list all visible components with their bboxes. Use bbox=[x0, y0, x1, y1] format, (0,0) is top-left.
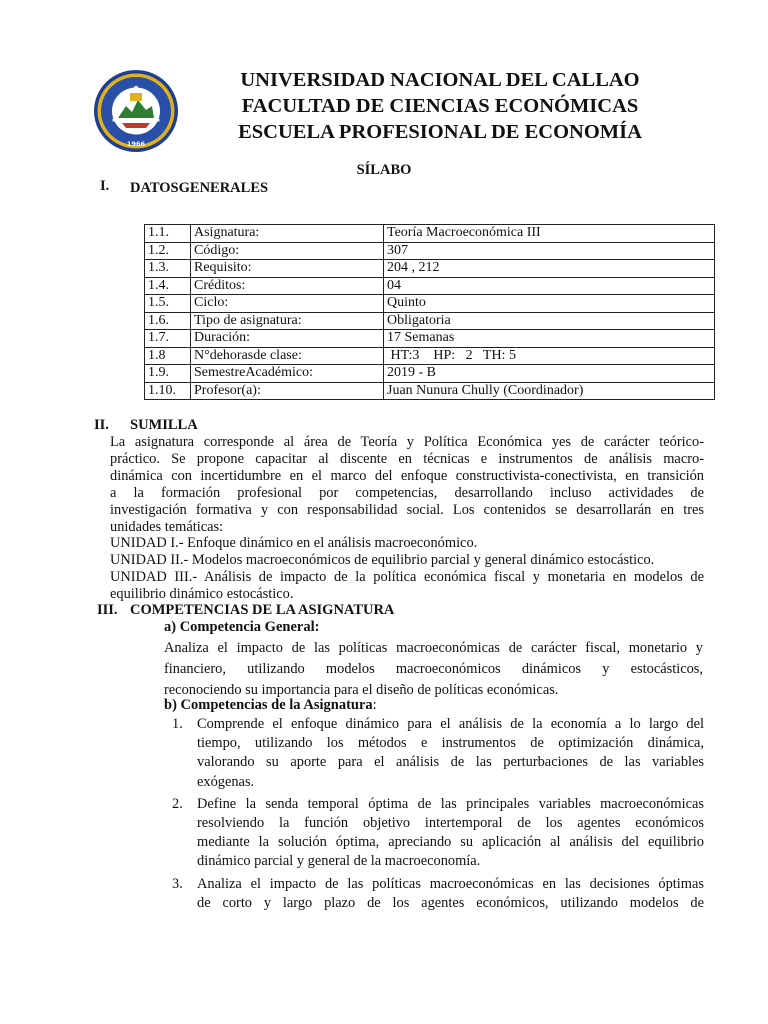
sumilla-line: La asignatura corresponde al área de Teoría y Política Económica yes de carácter teórico- bbox=[110, 434, 704, 450]
row-field: N°dehorasde clase: bbox=[191, 347, 384, 365]
university-name: UNIVERSIDAD NACIONAL DEL CALLAO bbox=[240, 69, 640, 91]
sumilla-text bbox=[110, 434, 704, 603]
row-number: 1.10. bbox=[145, 382, 191, 400]
list-item: 2. Define la senda temporal óptima de las principales variables macroeconómicas resolviendo la función objetivo intertemporal de los agentes económicos mediante la solución óptima, apreciando su aplicación al análisis del equilibrio dinámico parcial y general de la macroeconomía. bbox=[172, 795, 704, 870]
section-1-title: DATOSGENERALES bbox=[130, 180, 269, 196]
row-field: Ciclo: bbox=[191, 295, 384, 313]
row-field: Código: bbox=[191, 242, 384, 260]
row-value: 17 Semanas bbox=[384, 330, 715, 348]
document-title: SÍLABO bbox=[356, 162, 412, 178]
table-row bbox=[145, 365, 715, 383]
row-field: SemestreAcadémico: bbox=[191, 365, 384, 383]
general-competence-text bbox=[164, 638, 703, 701]
row-field: Requisito: bbox=[191, 260, 384, 278]
row-value: Quinto bbox=[384, 295, 715, 313]
section-2-title: SUMILLA bbox=[130, 417, 198, 433]
table-row bbox=[145, 347, 715, 365]
general-competence-line: Analiza el impacto de las políticas macroeconómicas de carácter fiscal, monetario y bbox=[164, 640, 703, 656]
list-item-number: 1. bbox=[172, 716, 183, 732]
general-competence-label: a) Competencia General: bbox=[164, 619, 320, 635]
row-field: Créditos: bbox=[191, 277, 384, 295]
general-competence-line: financiero, utilizando modelos macroeconómicos dinámicos y estocásticos, bbox=[164, 661, 703, 677]
row-number: 1.8 bbox=[145, 347, 191, 365]
sumilla-unit-3: UNIDAD III.- Análisis de impacto de la política económica fiscal y monetaria en modelos de bbox=[110, 569, 704, 586]
row-value: HT:3 HP: 2 TH: 5 bbox=[384, 347, 715, 365]
row-number: 1.1. bbox=[145, 225, 191, 243]
sumilla-line: unidades temáticas: bbox=[110, 518, 224, 535]
row-field: Tipo de asignatura: bbox=[191, 312, 384, 330]
sumilla-line: a la formación profesional por competencias, desarrollando incluso actividades de bbox=[110, 484, 704, 501]
section-2-number: II. bbox=[94, 417, 109, 433]
row-field: Profesor(a): bbox=[191, 382, 384, 400]
table-row bbox=[145, 277, 715, 295]
section-3-title: COMPETENCIAS DE LA ASIGNATURA bbox=[130, 602, 395, 618]
section-1-number: I. bbox=[100, 178, 110, 194]
list-item: 3. Analiza el impacto de las políticas macroeconómicas en las decisiones óptimas de corto y largo plazo de los agentes económicos, utilizando modelos de bbox=[172, 875, 704, 911]
row-number: 1.4. bbox=[145, 277, 191, 295]
general-competence-line: reconociendo su importancia para el diseño de políticas económicas. bbox=[164, 682, 559, 698]
sumilla-line: dinámica con incertidumbre en el marco del enfoque constructivista-conectivista, en transición bbox=[110, 467, 704, 484]
row-number: 1.3. bbox=[145, 260, 191, 278]
general-data-table bbox=[144, 224, 715, 400]
subject-competences-list bbox=[164, 715, 704, 916]
seal-year: 1966 bbox=[126, 140, 146, 148]
row-value: Juan Nunura Chully (Coordinador) bbox=[384, 382, 715, 400]
table-row bbox=[145, 225, 715, 243]
row-field: Duración: bbox=[191, 330, 384, 348]
row-number: 1.2. bbox=[145, 242, 191, 260]
row-value: 204 , 212 bbox=[384, 260, 715, 278]
row-value: 2019 - B bbox=[384, 365, 715, 383]
table-row bbox=[145, 260, 715, 278]
sumilla-unit-1: UNIDAD I.- Enfoque dinámico en el análisis macroeconómico. bbox=[110, 535, 478, 552]
row-number: 1.6. bbox=[145, 312, 191, 330]
sumilla-line: investigación formativa y con responsabilidad social. Los contenidos se desarrollarán en tres bbox=[110, 501, 704, 518]
table-row bbox=[145, 382, 715, 400]
row-number: 1.7. bbox=[145, 330, 191, 348]
row-value: Teoría Macroeconómica III bbox=[384, 225, 715, 243]
university-seal-logo bbox=[92, 68, 180, 154]
row-value: 307 bbox=[384, 242, 715, 260]
sumilla-line: equilibrio dinámico estocástico. bbox=[110, 586, 294, 603]
table-row bbox=[145, 295, 715, 313]
list-item-number: 3. bbox=[172, 875, 183, 892]
table-row bbox=[145, 330, 715, 348]
row-number: 1.5. bbox=[145, 295, 191, 313]
row-value: Obligatoria bbox=[384, 312, 715, 330]
institution-header bbox=[200, 67, 680, 145]
sumilla-unit-2: UNIDAD II.- Modelos macroeconómicos de equilibrio parcial y general dinámico estocástico. bbox=[110, 552, 655, 569]
section-3-number: III. bbox=[97, 602, 118, 618]
row-value: 04 bbox=[384, 277, 715, 295]
row-field: Asignatura: bbox=[191, 225, 384, 243]
table-row bbox=[145, 242, 715, 260]
list-item: 1. Comprende el enfoque dinámico para el análisis de la economía a lo largo del tiempo, utilizando los métodos e instrumentos de optimización dinámica, valorando su aporte para el análisis de las perturbaciones de las variables exógenas. bbox=[172, 716, 704, 790]
row-number: 1.9. bbox=[145, 365, 191, 383]
school-name: ESCUELA PROFESIONAL DE ECONOMÍA bbox=[238, 121, 642, 143]
faculty-name: FACULTAD DE CIENCIAS ECONÓMICAS bbox=[241, 95, 639, 117]
subject-competences-label: b) Competencias de la Asignatura: bbox=[164, 697, 377, 713]
sumilla-line: práctico. Se propone capacitar al discente en técnicas e instrumentos de análisis macro- bbox=[110, 450, 704, 467]
table-row bbox=[145, 312, 715, 330]
list-item-number: 2. bbox=[172, 795, 183, 812]
